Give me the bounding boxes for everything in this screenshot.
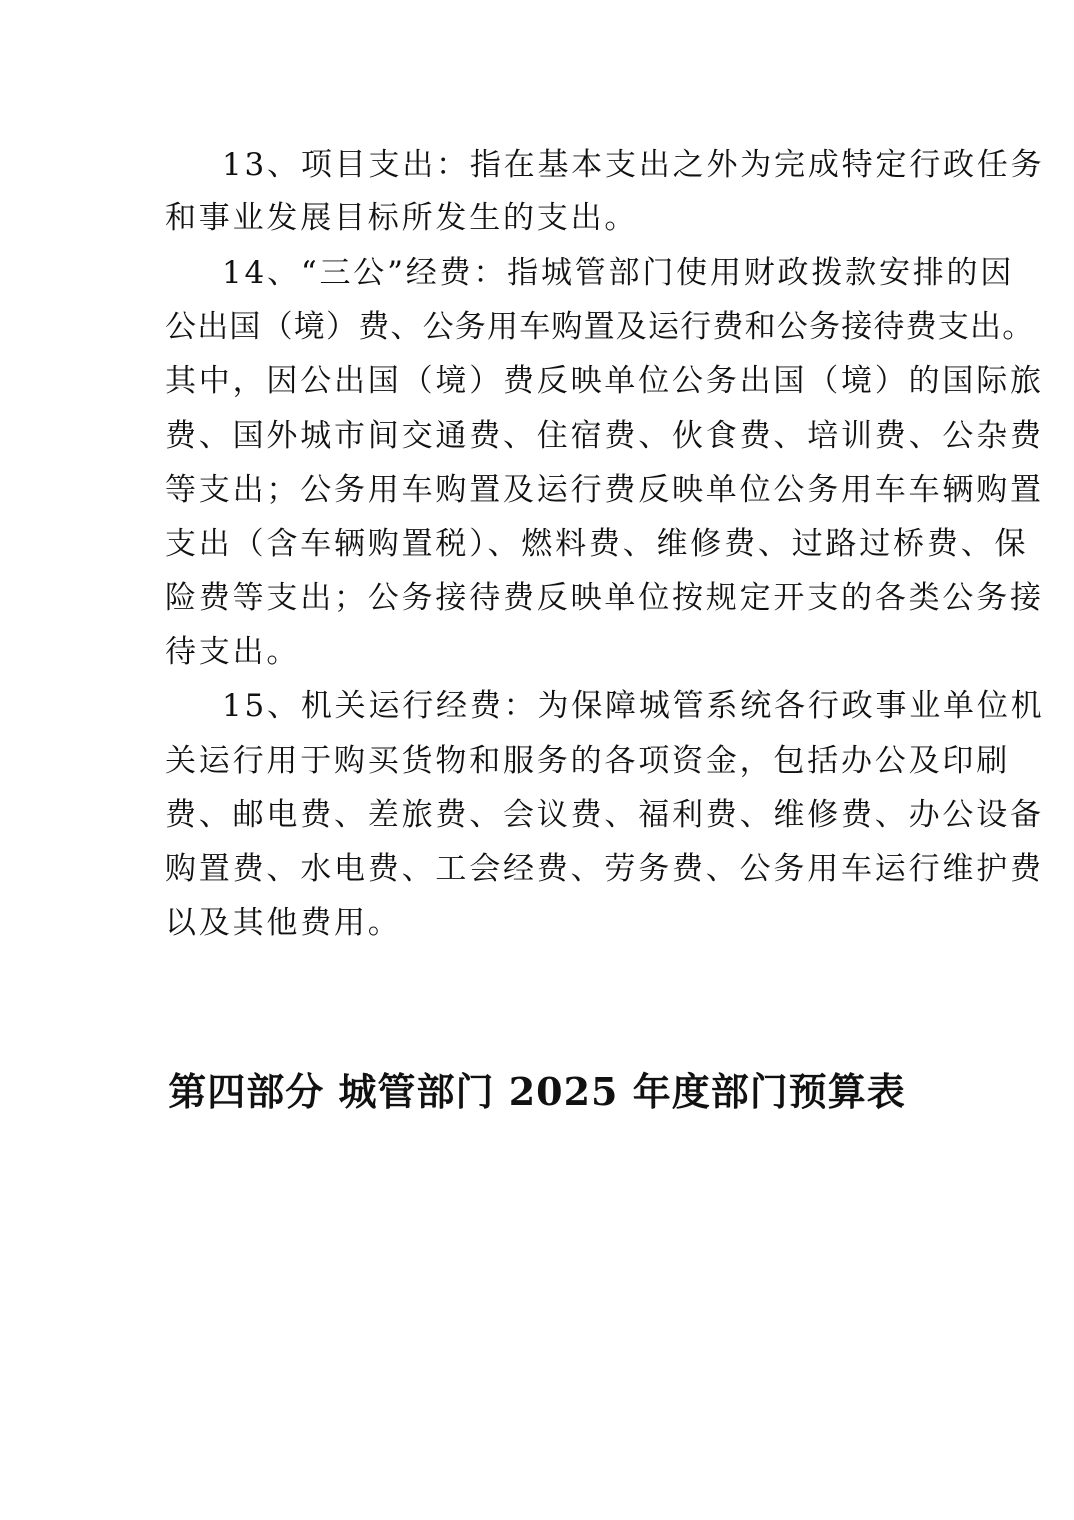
item-13-line-2: 和事业发展目标所发生的支出。 bbox=[165, 200, 639, 236]
section-heading: 第四部分 城管部门 2025 年度部门预算表 bbox=[168, 1069, 906, 1114]
item-15-line-5: 以及其他费用。 bbox=[165, 905, 402, 941]
item-14-line-3: 其中，因公出国（境）费反映单位公务出国（境）的国际旅 bbox=[165, 363, 1044, 399]
item-14-line-4: 费、国外城市间交通费、住宿费、伙食费、培训费、公杂费 bbox=[165, 418, 1044, 454]
item-15-line-3: 费、邮电费、差旅费、会议费、福利费、维修费、办公设备 bbox=[165, 797, 1044, 833]
item-14-line-8: 待支出。 bbox=[165, 634, 301, 670]
item-14-line-5: 等支出；公务用车购置及运行费反映单位公务用车车辆购置 bbox=[165, 472, 1044, 508]
item-14-line-7: 险费等支出；公务接待费反映单位按规定开支的各类公务接 bbox=[165, 580, 1044, 616]
item-14-line-6: 支出（含车辆购置税）、燃料费、维修费、过路过桥费、保 bbox=[165, 526, 1029, 562]
item-14-line-1: 14、“三公”经费：指城管部门使用财政拨款安排的因 bbox=[222, 255, 1015, 291]
item-15-line-2: 关运行用于购买货物和服务的各项资金，包括办公及印刷 bbox=[165, 743, 1010, 779]
item-15-line-4: 购置费、水电费、工会经费、劳务费、公务用车运行维护费 bbox=[165, 851, 1044, 887]
item-13-line-1: 13、项目支出：指在基本支出之外为完成特定行政任务 bbox=[222, 147, 1045, 183]
item-15-line-1: 15、机关运行经费：为保障城管系统各行政事业单位机 bbox=[222, 688, 1045, 724]
item-14-line-2: 公出国（境）费、公务用车购置及运行费和公务接待费支出。 bbox=[165, 309, 1035, 345]
